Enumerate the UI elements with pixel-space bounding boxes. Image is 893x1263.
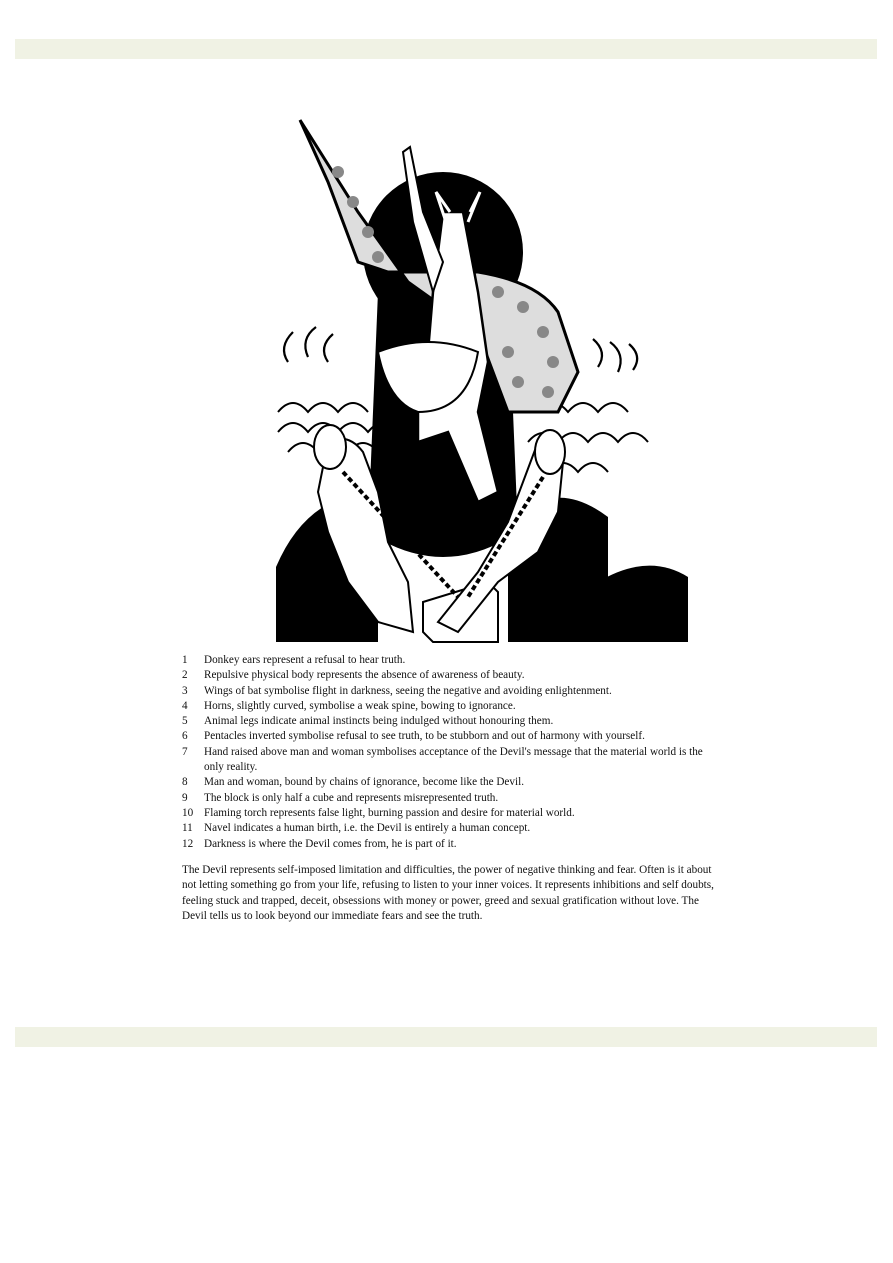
legend-text: Man and woman, bound by chains of ignorance, become like the Devil. xyxy=(204,776,524,789)
legend-text: Flaming torch represents false light, burning passion and desire for material world. xyxy=(204,806,575,819)
devil-tarot-illustration xyxy=(178,112,712,644)
legend-text: The block is only half a cube and represents misrepresented truth. xyxy=(204,791,499,804)
legend-text: Wings of bat symbolise flight in darkness, seeing the negative and avoiding enlightenment. xyxy=(204,684,612,697)
legend-item xyxy=(182,791,722,806)
legend-number: 12 xyxy=(182,837,194,850)
man-head xyxy=(314,425,346,469)
legend-item xyxy=(182,821,722,836)
legend-number: 5 xyxy=(182,715,188,728)
legend-number: 7 xyxy=(182,745,188,758)
legend-item xyxy=(182,699,722,714)
legend-number: 10 xyxy=(182,806,194,819)
legend-item xyxy=(182,714,722,729)
legend-text: Donkey ears represent a refusal to hear truth. xyxy=(204,654,406,666)
footer-band xyxy=(15,1027,877,1047)
legend-number: 2 xyxy=(182,669,188,682)
summary-paragraph: The Devil represents self-imposed limitation and difficulties, the power of negative thinking and fear. Often is it about not letting something go from your life, refusing to listen to your inner voices. It represents inhibitions and self doubts, feeling stuck and trapped, deceit, obsessions with money or power, greed and sexual gratification without love. The Devil tells us to look beyond our immediate fears and see the truth. xyxy=(182,864,714,922)
legend-number: 4 xyxy=(182,699,188,712)
legend-text: Navel indicates a human birth, i.e. the Devil is entirely a human concept. xyxy=(204,822,531,835)
legend-number: 3 xyxy=(182,684,188,697)
legend-text: Animal legs indicate animal instincts being indulged without honouring them. xyxy=(204,715,554,728)
legend-text: Darkness is where the Devil comes from, he is part of it. xyxy=(204,837,457,850)
legend-item xyxy=(182,684,722,699)
legend-number: 1 xyxy=(182,654,188,666)
legend-item xyxy=(182,653,722,668)
far-right-mound xyxy=(598,566,688,642)
header-band xyxy=(15,39,877,59)
woman-head xyxy=(535,430,565,474)
legend-number: 11 xyxy=(182,822,193,835)
legend-text: Hand raised above man and woman symbolises acceptance of the Devil's message that the material world is the only reality. xyxy=(204,745,703,774)
legend-item xyxy=(182,745,722,776)
legend-item xyxy=(182,729,722,744)
legend-list xyxy=(182,653,722,852)
legend-item xyxy=(182,775,722,790)
legend-number: 8 xyxy=(182,776,188,789)
legend-item xyxy=(182,806,722,821)
legend-text: Repulsive physical body represents the absence of awareness of beauty. xyxy=(204,669,525,682)
legend-text: Pentacles inverted symbolise refusal to see truth, to be stubborn and out of harmony with yourself. xyxy=(204,730,645,743)
legend-item xyxy=(182,837,722,852)
legend-number: 6 xyxy=(182,730,188,743)
legend-text: Horns, slightly curved, symbolise a weak spine, bowing to ignorance. xyxy=(204,699,516,712)
legend-number: 9 xyxy=(182,791,188,804)
legend-item xyxy=(182,668,722,683)
